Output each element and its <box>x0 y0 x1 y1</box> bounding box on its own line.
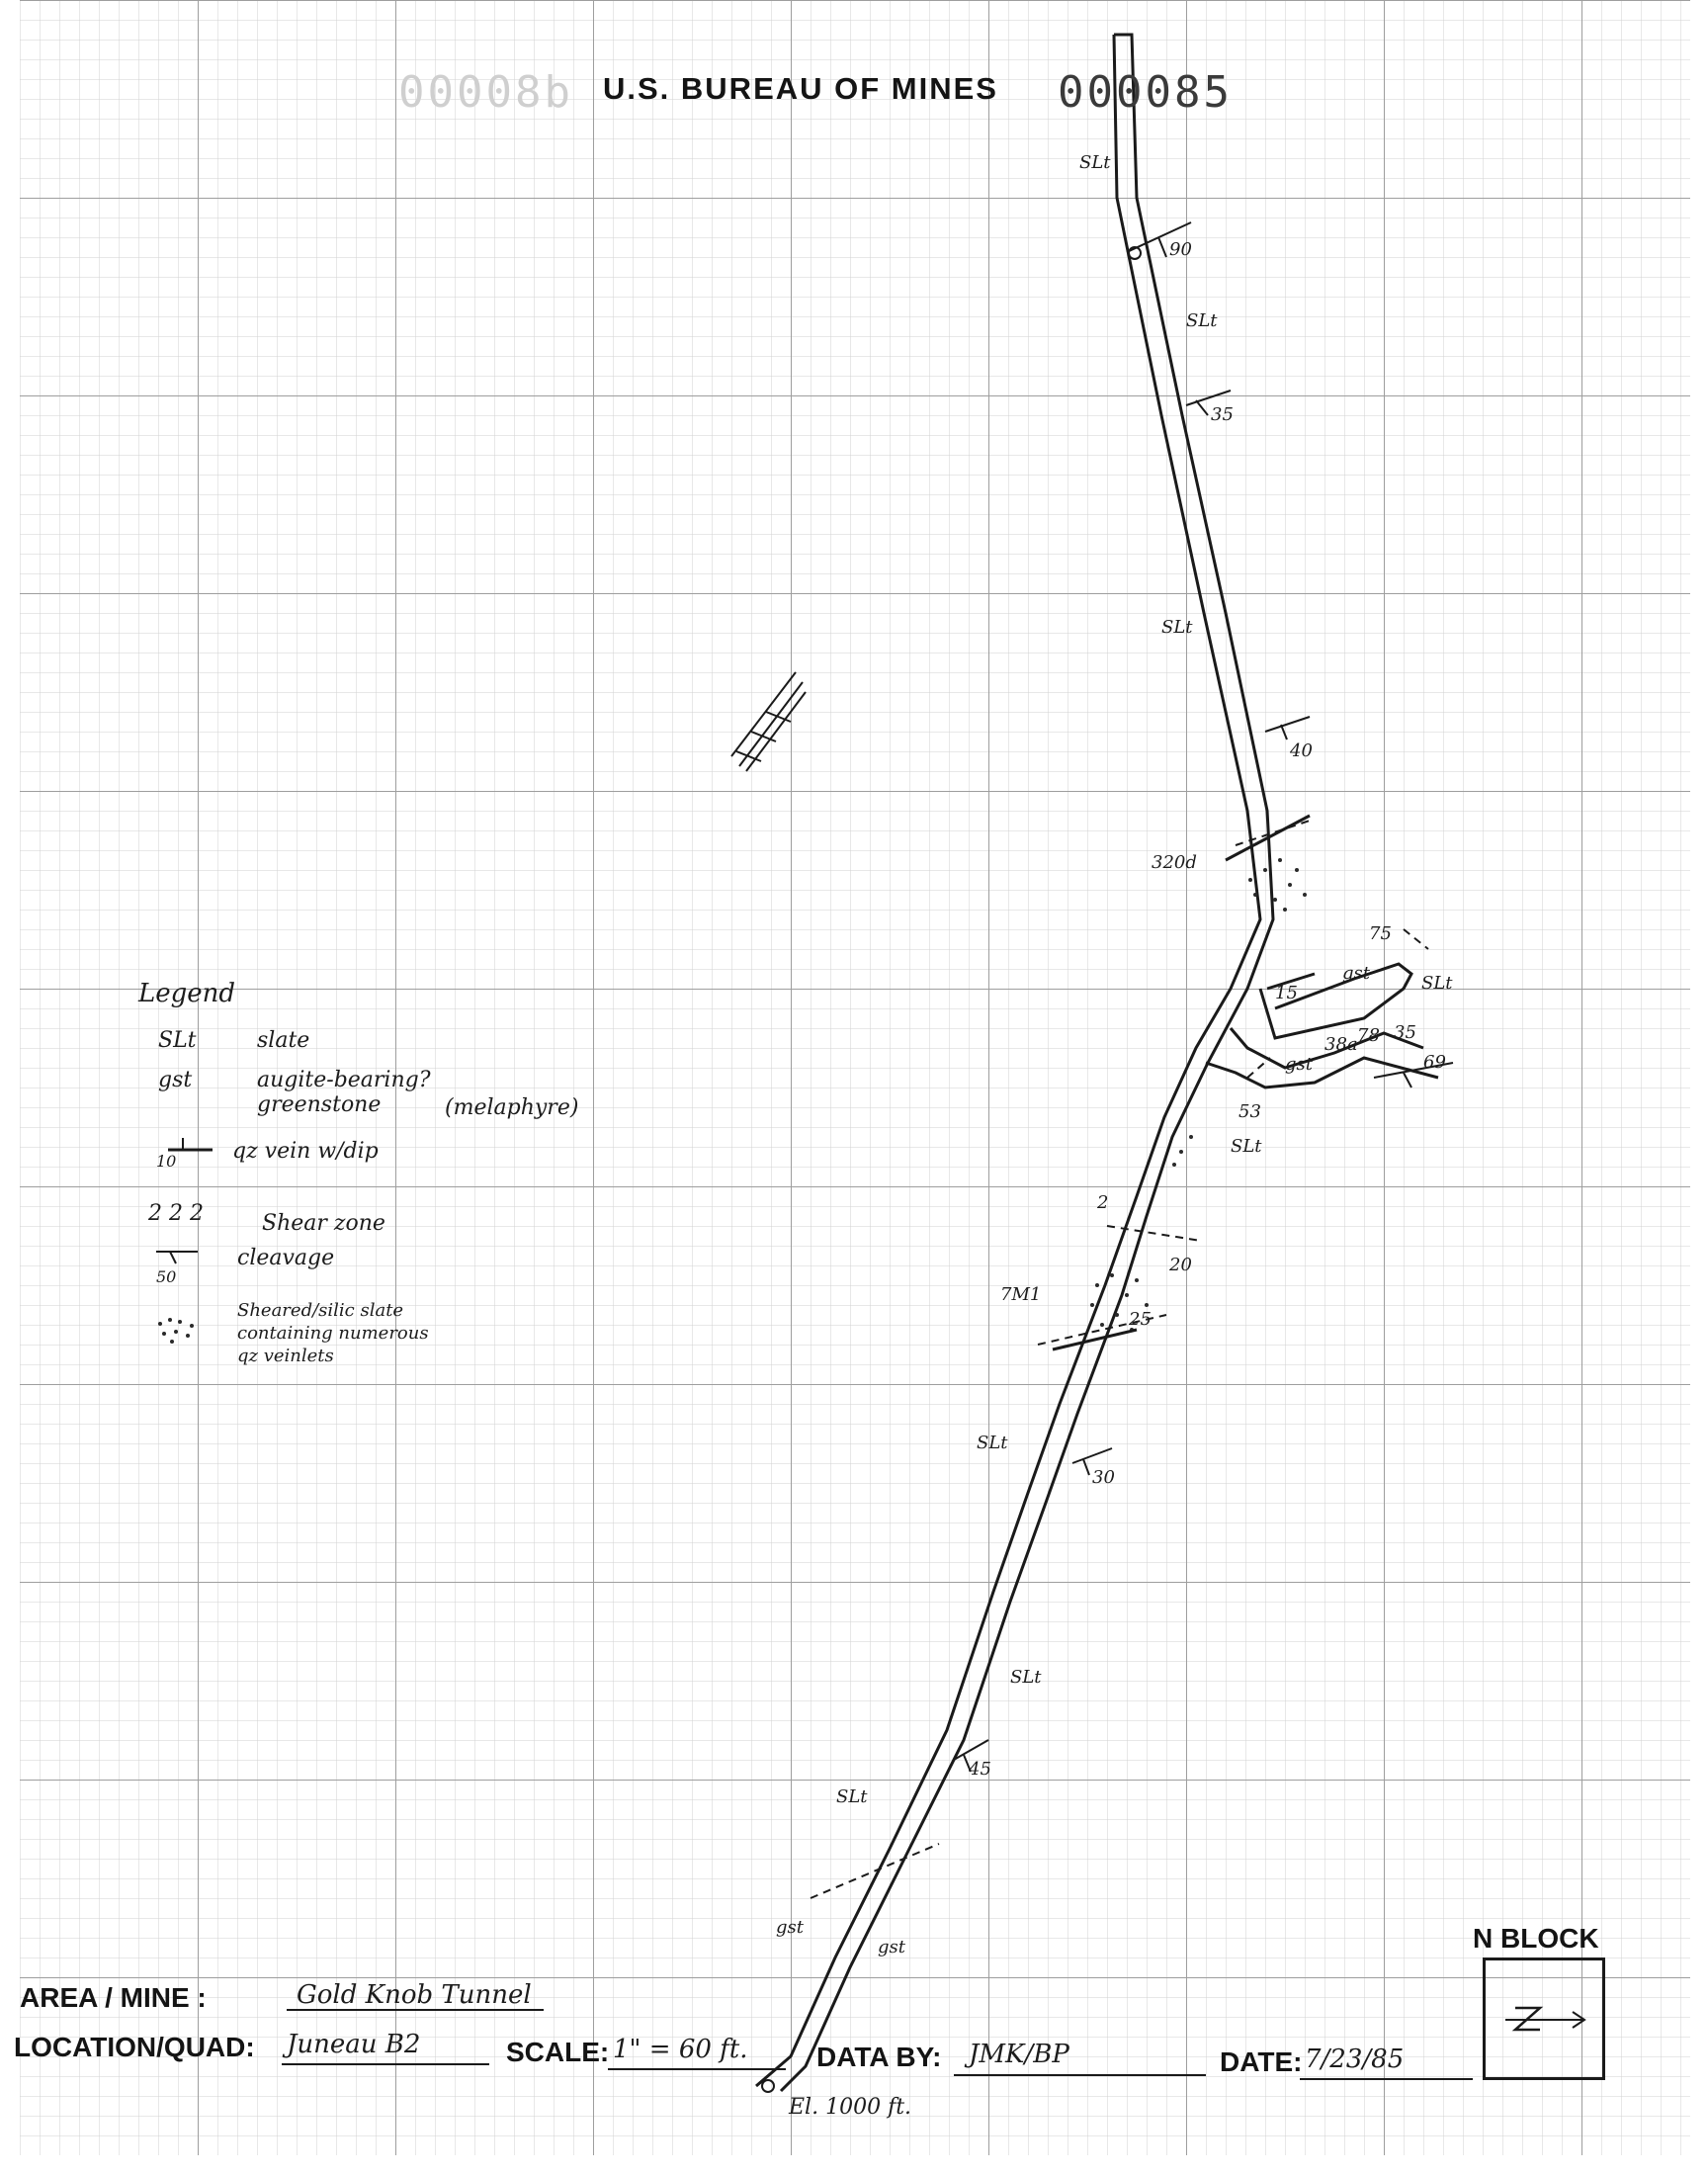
north-arrow-icon <box>1486 1960 1602 2077</box>
legend-symbol-qz-vein: 10 <box>156 1152 177 1171</box>
sheared-zone-icon <box>148 1310 208 1349</box>
legend-title: Legend <box>138 979 236 1008</box>
location-value: Juneau B2 <box>287 2030 421 2059</box>
data-by-underline <box>954 2074 1206 2076</box>
dip-label-25: 25 <box>1129 1309 1152 1330</box>
n-block-label: N BLOCK <box>1473 1923 1599 1954</box>
date-underline <box>1300 2078 1473 2080</box>
legend-text-qz-vein: qz vein w/dip <box>232 1139 379 1164</box>
page-title: U.S. BUREAU OF MINES <box>603 71 998 106</box>
legend-symbol-cleavage: 50 <box>156 1267 177 1286</box>
elevation-label: El. 1000 ft. <box>789 2095 912 2120</box>
location-underline <box>282 2063 489 2065</box>
shear-label: 2 <box>1097 1192 1109 1213</box>
dip-label-35: 35 <box>1211 404 1234 425</box>
data-by-value: JMK/BP <box>969 2040 1069 2069</box>
label-gst-1: gst <box>1342 963 1370 984</box>
dip-label-69: 69 <box>1423 1052 1446 1073</box>
area-label: AREA / MINE : <box>20 1982 207 2013</box>
sample-label-320d: 320d <box>1152 852 1197 873</box>
dip-label-45: 45 <box>969 1759 991 1780</box>
location-label: LOCATION/QUAD: <box>14 2032 255 2062</box>
area-underline <box>287 2009 544 2011</box>
label-gst-2: gst <box>1285 1054 1313 1075</box>
dip-label-90: 90 <box>1169 239 1192 260</box>
qz-vein-icon <box>158 1132 217 1162</box>
legend-symbol-greenstone: gst <box>158 1068 193 1092</box>
dip-label-35b: 35 <box>1394 1022 1416 1043</box>
legend-text-greenstone-2: (melaphyre) <box>445 1095 579 1120</box>
label-slt-2: SLt <box>1186 310 1218 331</box>
legend-text-greenstone: augite-bearing? greenstone <box>257 1068 431 1117</box>
doc-number: 000085 <box>1058 67 1233 118</box>
legend-text-shear: Shear zone <box>262 1211 385 1236</box>
legend-text-sheared: Sheared/silic slate <box>237 1300 404 1321</box>
data-by-label: DATA BY: <box>816 2042 942 2072</box>
dip-label-75: 75 <box>1369 923 1392 944</box>
legend-symbol-slate: SLt <box>158 1028 197 1053</box>
dip-label-30: 30 <box>1092 1467 1115 1488</box>
sample-label-38a: 38a <box>1324 1034 1358 1055</box>
label-slt-8: SLt <box>836 1786 868 1807</box>
doc-number-ghost: d80000 <box>395 67 570 118</box>
label-slt-6: SLt <box>977 1433 1008 1453</box>
dip-label-40: 40 <box>1290 740 1313 761</box>
dip-label-78: 78 <box>1357 1025 1380 1046</box>
label-slt-5: SLt <box>1231 1136 1262 1157</box>
label-slt-7: SLt <box>1010 1667 1042 1688</box>
sample-label-7m1: 7M1 <box>1000 1284 1042 1305</box>
area-value: Gold Knob Tunnel <box>297 1980 532 2010</box>
n-block-box <box>1483 1958 1605 2080</box>
cleavage-icon <box>152 1244 202 1267</box>
label-slt-4: SLt <box>1421 973 1453 994</box>
legend-text-cleavage: cleavage <box>237 1246 335 1270</box>
legend-symbol-shear: 2 2 2 <box>148 1201 204 1226</box>
legend-text-sheared-2: containing numerous <box>237 1323 429 1344</box>
legend <box>138 979 579 1374</box>
dip-label-15: 15 <box>1275 983 1298 1003</box>
date-value: 7/23/85 <box>1305 2044 1405 2074</box>
dip-label-20: 20 <box>1169 1255 1192 1275</box>
legend-text-sheared-3: qz veinlets <box>237 1346 334 1366</box>
label-gst-4: gst <box>878 1937 905 1958</box>
label-slt-1: SLt <box>1079 152 1111 173</box>
dip-label-53: 53 <box>1238 1101 1261 1122</box>
label-gst-3: gst <box>776 1917 804 1938</box>
scale-underline <box>608 2068 786 2070</box>
scale-label: SCALE: <box>506 2037 610 2067</box>
date-label: DATE: <box>1220 2046 1303 2077</box>
scale-value: 1" = 60 ft. <box>613 2035 748 2064</box>
legend-text-slate: slate <box>257 1028 310 1053</box>
label-slt-3: SLt <box>1161 617 1193 638</box>
